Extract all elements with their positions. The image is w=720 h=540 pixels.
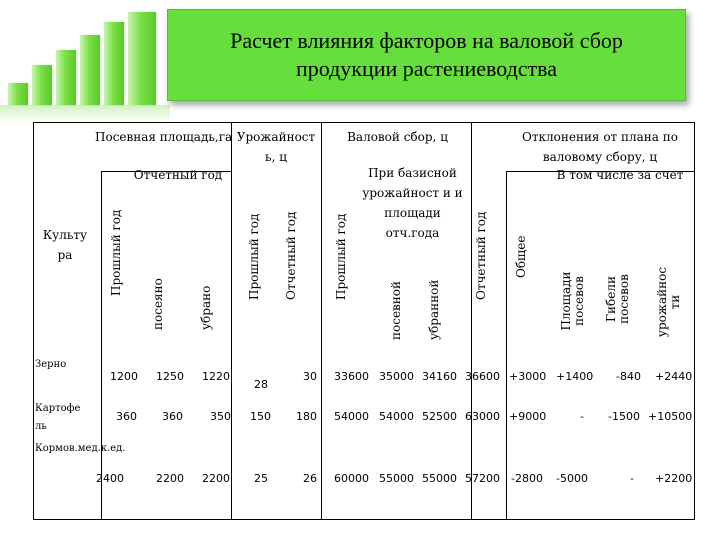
cell: 54000 <box>334 410 369 423</box>
cell: -5000 <box>556 472 588 485</box>
cell: 63000 <box>465 410 500 423</box>
cell: 26 <box>303 472 317 485</box>
cell: +10500 <box>648 410 693 423</box>
header-including: В том числе за счет <box>556 168 684 182</box>
header-yield-report: Отчетный год <box>284 211 298 300</box>
header-sown-prev-year: Прошлый год <box>109 209 123 296</box>
header-gross-basic: При базисной урожайност и и площади отч.года <box>362 166 463 240</box>
header-gross-report: Отчетный год <box>474 211 488 300</box>
cell: - <box>580 410 584 423</box>
cell: 36600 <box>465 370 500 383</box>
cell: - <box>630 472 634 485</box>
grid-line <box>471 123 472 519</box>
cell: -2800 <box>511 472 543 485</box>
cell: 33600 <box>334 370 369 383</box>
header-yield: Урожайност ь, ц <box>236 130 316 164</box>
cell: 60000 <box>334 472 369 485</box>
decor-bar-5 <box>104 22 124 105</box>
cell: 360 <box>162 410 183 423</box>
decor-bar-1 <box>8 83 28 105</box>
cell: 2200 <box>202 472 230 485</box>
cell: 30 <box>303 370 317 383</box>
title-box <box>167 9 686 101</box>
cell: 1200 <box>110 370 138 383</box>
cell: +2440 <box>655 370 693 383</box>
header-area: Площади посевов <box>559 271 586 331</box>
header-sown-area: Посевная площадь,га <box>95 130 233 144</box>
decor-bar-3 <box>56 50 76 105</box>
decor-bar-2 <box>32 65 52 105</box>
header-gross: Валовой сбор, ц <box>347 130 448 144</box>
grid-line <box>506 171 507 519</box>
header-gross-sown: посевной <box>389 280 403 340</box>
header-yield-prev: Прошлый год <box>247 213 261 300</box>
grid-line <box>101 171 102 519</box>
decor-bar-4 <box>80 35 100 105</box>
header-yield-factor: урожайнос ти <box>655 266 682 338</box>
cell: 2200 <box>156 472 184 485</box>
cell: 180 <box>296 410 317 423</box>
decorative-bar-graphic <box>0 0 170 105</box>
cell: 360 <box>116 410 137 423</box>
cell: 35000 <box>379 370 414 383</box>
row-label-fodder: Кормов.мед.к.ед. <box>35 443 126 454</box>
cell: 52500 <box>422 410 457 423</box>
cell: +1400 <box>556 370 594 383</box>
cell: 150 <box>250 410 271 423</box>
header-sown-report-year: Отчетный год <box>133 168 223 182</box>
decor-bar-reflection <box>0 105 170 123</box>
header-gross-prev: Прошлый год <box>334 213 348 300</box>
grid-line <box>321 123 322 519</box>
decor-bar-6 <box>128 12 156 105</box>
header-culture: Культу ра <box>42 228 88 262</box>
header-deviation: Отклонения от плана по валовому сбору, ц <box>522 130 678 164</box>
header-loss: Гибели посевов <box>604 274 631 324</box>
cell: 25 <box>254 472 268 485</box>
cell: 350 <box>210 410 231 423</box>
cell: 1250 <box>156 370 184 383</box>
cell: 57200 <box>465 472 500 485</box>
cell: 55000 <box>422 472 457 485</box>
cell: -840 <box>616 370 641 383</box>
cell: +3000 <box>509 370 547 383</box>
header-sown: посеяно <box>151 278 165 330</box>
page-title: Расчет влияния факторов на валовой сбор продукции растениеводства <box>230 28 623 81</box>
cell: -1500 <box>608 410 640 423</box>
header-gross-harvested: убранной <box>427 279 441 340</box>
cell: 2400 <box>96 472 124 485</box>
cell: 28 <box>254 378 268 391</box>
header-harvested: убрано <box>199 285 213 330</box>
row-label-potato: Картофе ль <box>35 403 81 432</box>
cell: +9000 <box>509 410 547 423</box>
cell: 34160 <box>422 370 457 383</box>
cell: 1220 <box>202 370 230 383</box>
cell: +2200 <box>655 472 693 485</box>
cell: 54000 <box>379 410 414 423</box>
row-label-grain: Зерно <box>35 359 67 370</box>
header-total: Общее <box>514 235 528 278</box>
cell: 55000 <box>379 472 414 485</box>
